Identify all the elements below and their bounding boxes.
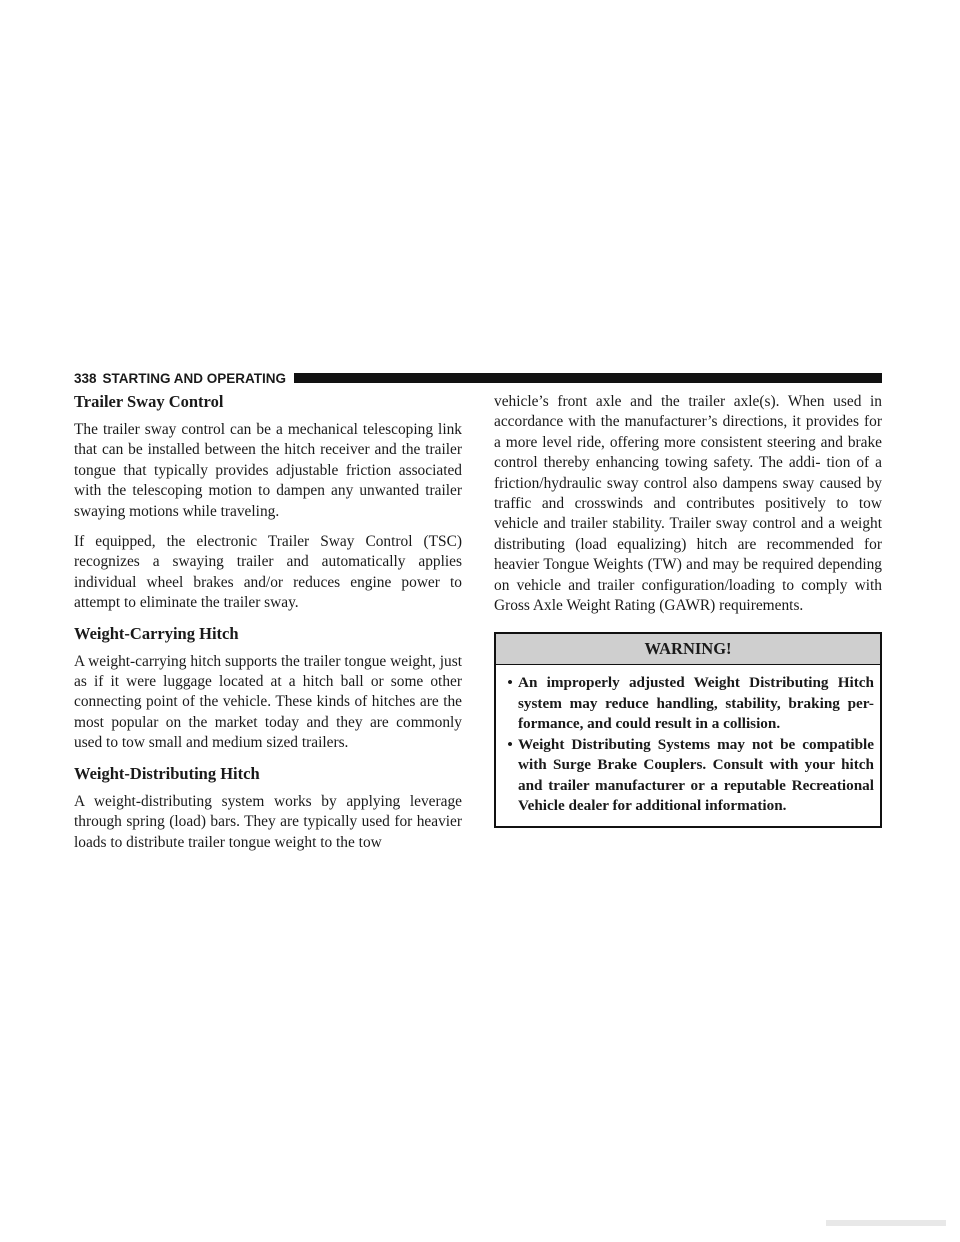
warning-item-text: Weight Distributing Systems may not be compatible with Surge Brake Couplers. Consult with your hitch and trailer manufacturer or a reputable Recreational Vehicle dealer for additional information. [518, 735, 874, 814]
paragraph-continuation: vehicle’s front axle and the trailer axle(s). When used in accordance with the manufacturer’s directions, it provides for a more level ride, offering more consistent steering and brake control thereby enhancing towing safety. The addi- tion of a friction/hydraulic sway control also dampens sway caused by traffic and crosswinds and contributes positively to tow vehicle and trailer stability. Trailer sway control and a weight distributing (load equalizing) hitch are recommended for heavier Tongue Weights (TW) and may be required depending on vehicle and trailer configuration/loading to comply with Gross Axle Weight Rating (GAWR) requirements. [494, 393, 882, 615]
warning-title: WARNING! [496, 634, 880, 665]
heading-weight-distributing-hitch: Weight-Distributing Hitch [74, 763, 260, 783]
right-column [494, 392, 882, 828]
warning-item-text: An improperly adjusted Weight Distributing Hitch system may reduce handling, stability, braking per- formance, and could result in a collision. [518, 674, 874, 733]
bullet-icon: • [507, 735, 513, 753]
paragraph-weight-distributing: A weight-distributing system works by applying leverage through spring (load) bars. They are typically used for heavier loads to distribute trailer tongue weight to the tow [74, 792, 462, 851]
header-rule [294, 373, 882, 383]
warning-item [502, 735, 874, 817]
section-title: STARTING AND OPERATING [102, 370, 287, 386]
heading-weight-carrying-hitch: Weight-Carrying Hitch [74, 623, 239, 643]
warning-body [496, 665, 880, 826]
left-column [74, 392, 462, 863]
bullet-icon: • [507, 674, 513, 692]
page-header [74, 368, 882, 388]
paragraph-weight-carrying: A weight-carrying hitch supports the trailer tongue weight, just as if it were luggage located at a hitch ball or some other connecting point of the vehicle. These kinds of hitches are the most popular on the market today and they are commonly used to tow small and medium sized trailers. [74, 652, 462, 752]
watermark-logo-icon [826, 1214, 946, 1232]
page-number: 338 [74, 370, 97, 386]
warning-item [502, 673, 874, 734]
warning-box [494, 632, 882, 828]
paragraph-sway-mechanical: The trailer sway control can be a mechanical telescoping link that can be installed between the hitch receiver and the trailer tongue that typically provides adjustable friction associated with the telescoping motion to dampen any unwanted trailer swaying motions while traveling. [74, 421, 462, 520]
heading-trailer-sway-control: Trailer Sway Control [74, 392, 224, 411]
paragraph-sway-electronic: If equipped, the electronic Trailer Sway Control (TSC) recognizes a swaying trailer and automatically applies individual wheel brakes and/or reduces engine power to attempt to eliminate the trailer sway. [74, 533, 462, 612]
